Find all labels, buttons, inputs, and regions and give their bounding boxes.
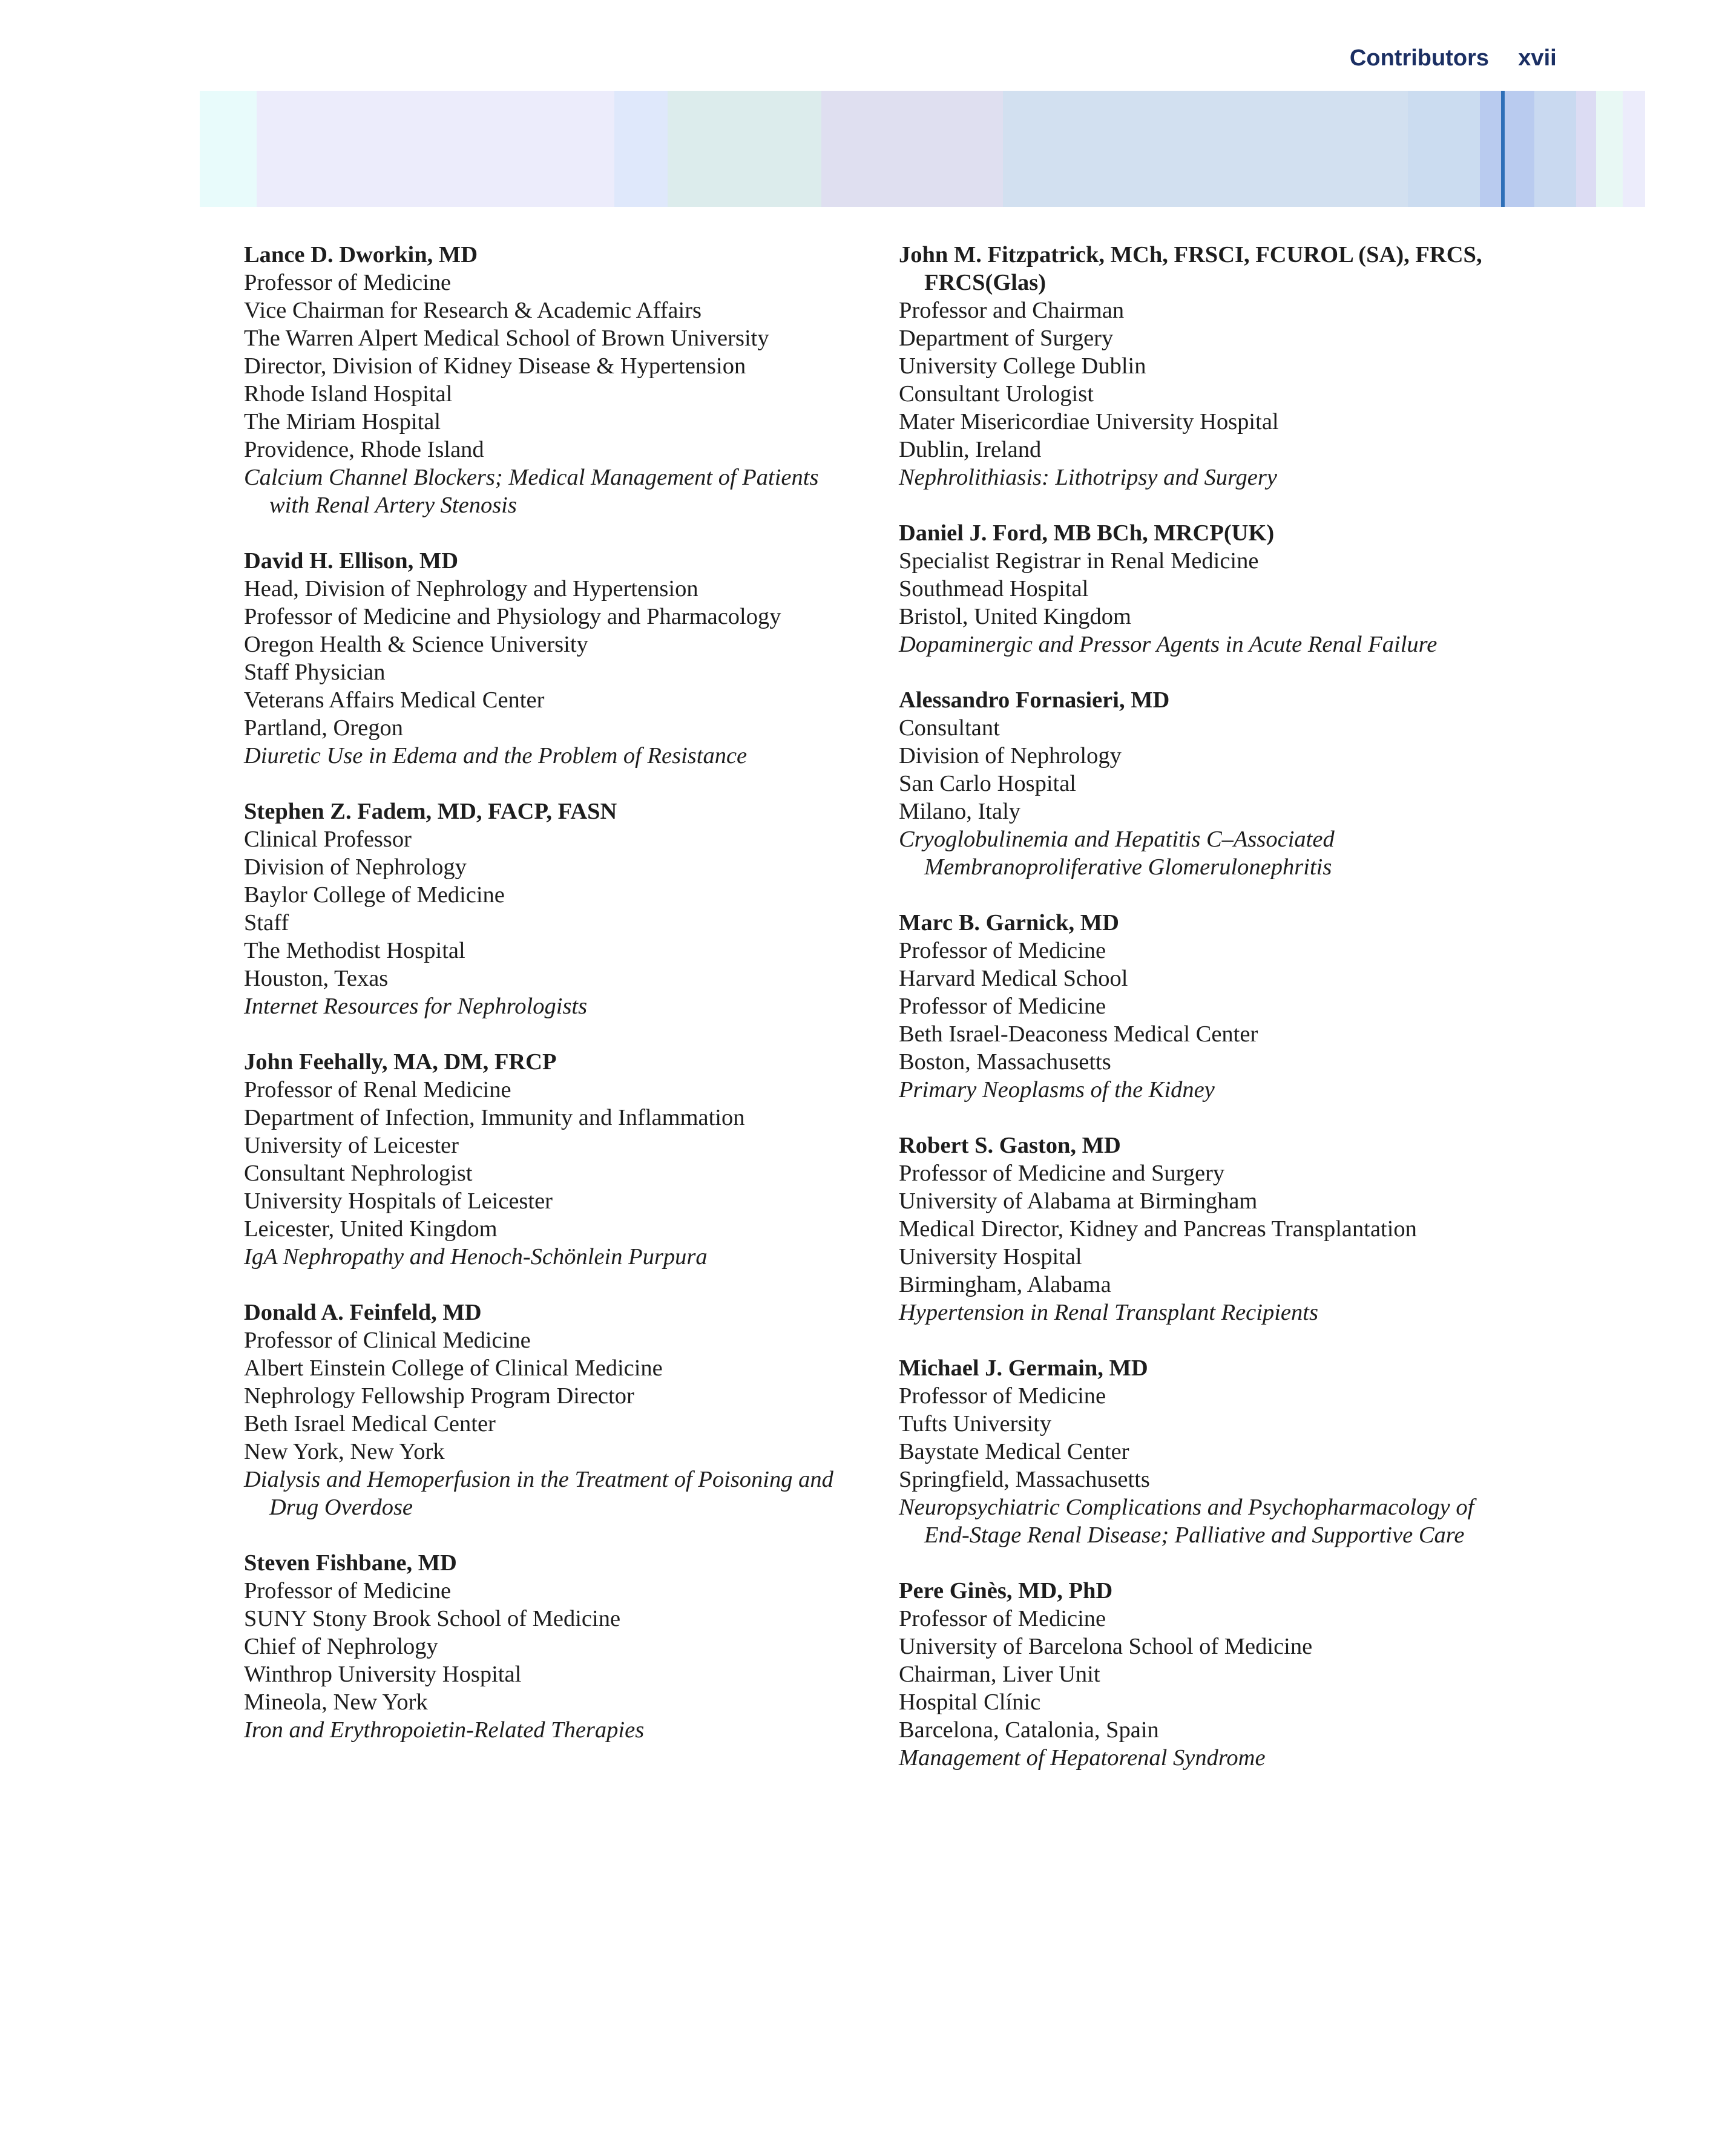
contributor-affiliation: The Warren Alpert Medical School of Brown University [244,326,769,351]
contributor-affiliation: Professor of Medicine [244,1578,452,1604]
contributor-name: Steven Fishbane, MD [244,1550,457,1576]
contributors-column-right [899,241,1528,1800]
contributor-affiliation: Baylor College of Medicine [244,882,505,908]
contributor-affiliation: University of Alabama at Birmingham [899,1188,1258,1214]
contributors-column-left [244,241,873,1772]
contributor-chapter-title: End-Stage Renal Disease; Palliative and Supportive Care [924,1522,1465,1548]
contributor-affiliation: Bristol, United Kingdom [899,604,1131,629]
contributor-affiliation: Professor of Clinical Medicine [244,1328,531,1353]
contributor-affiliation: Professor of Medicine [899,1383,1106,1409]
contributor-affiliation: Albert Einstein College of Clinical Medicine [244,1355,663,1381]
contributor-affiliation: Professor of Medicine and Surgery [899,1161,1225,1186]
contributor-affiliation: Veterans Affairs Medical Center [244,687,545,713]
contributor-chapter-title: Cryoglobulinemia and Hepatitis C–Associated [899,827,1335,852]
section-title: Contributors [1349,45,1489,71]
contributor-affiliation: Providence, Rhode Island [244,437,484,462]
contributor-affiliation: Chairman, Liver Unit [899,1662,1100,1687]
contributor-affiliation: Hospital Clínic [899,1689,1041,1715]
contributor-entry [899,241,1528,491]
contributor-entry [899,909,1528,1104]
band-segment [1576,91,1596,207]
contributor-name: Alessandro Fornasieri, MD [899,687,1170,713]
header-divider-rule [1501,91,1505,207]
contributor-affiliation: Medical Director, Kidney and Pancreas Transplantation [899,1216,1417,1242]
contributor-name: Lance D. Dworkin, MD [244,242,478,267]
contributor-affiliation: University Hospitals of Leicester [244,1188,553,1214]
band-segment [257,91,614,207]
contributor-affiliation: Division of Nephrology [899,743,1122,768]
contributor-affiliation: Milano, Italy [899,799,1021,824]
contributor-affiliation: Mineola, New York [244,1689,428,1715]
contributor-chapter-title: Neuropsychiatric Complications and Psychopharmacology of [899,1495,1474,1520]
contributor-affiliation: Department of Infection, Immunity and Inflammation [244,1105,745,1130]
band-segment [1596,91,1622,207]
contributor-chapter-title: Dialysis and Hemoperfusion in the Treatment of Poisoning and [244,1467,833,1492]
contributor-affiliation: Professor of Medicine [244,270,452,295]
contributor-entry [899,1132,1528,1326]
contributor-affiliation: Partland, Oregon [244,715,404,741]
contributor-affiliation: Baystate Medical Center [899,1439,1129,1464]
contributor-entry [899,1577,1528,1772]
contributor-entry [244,1048,873,1271]
contributor-affiliation: Staff [244,910,289,935]
contributor-affiliation: Beth Israel Medical Center [244,1411,496,1437]
contributor-affiliation: Dublin, Ireland [899,437,1042,462]
contributor-affiliation: SUNY Stony Brook School of Medicine [244,1606,621,1631]
contributor-chapter-title: Management of Hepatorenal Syndrome [899,1745,1266,1771]
band-segment [668,91,821,207]
contributor-affiliation: Springfield, Massachusetts [899,1467,1150,1492]
contributor-affiliation: University College Dublin [899,353,1146,379]
contributor-affiliation: Leicester, United Kingdom [244,1216,498,1242]
contributor-chapter-title: Calcium Channel Blockers; Medical Management of Patients [244,465,819,490]
contributor-affiliation: Professor of Medicine [899,994,1106,1019]
band-segment [1623,91,1645,207]
contributor-affiliation: Barcelona, Catalonia, Spain [899,1717,1159,1743]
contributor-name: Pere Ginès, MD, PhD [899,1578,1113,1604]
contributor-name: Stephen Z. Fadem, MD, FACP, FASN [244,799,617,824]
contributor-chapter-title: Membranoproliferative Glomerulonephritis [924,854,1332,880]
contributor-affiliation: Department of Surgery [899,326,1114,351]
contributor-chapter-title: Primary Neoplasms of the Kidney [899,1077,1215,1103]
contributor-name: Robert S. Gaston, MD [899,1133,1121,1158]
contributor-affiliation: University of Barcelona School of Medicine [899,1634,1313,1659]
contributor-chapter-title: Nephrolithiasis: Lithotripsy and Surgery [899,465,1277,490]
contributor-affiliation: Birmingham, Alabama [899,1272,1111,1297]
contributor-affiliation: The Miriam Hospital [244,409,441,434]
contributor-affiliation: Mater Misericordiae University Hospital [899,409,1279,434]
contributor-name: Daniel J. Ford, MB BCh, MRCP(UK) [899,520,1275,546]
contributor-entry [899,519,1528,658]
contributor-chapter-title: Drug Overdose [269,1495,413,1520]
contributor-affiliation: Director, Division of Kidney Disease & Hypertension [244,353,746,379]
contributor-affiliation: Rhode Island Hospital [244,381,453,407]
contributor-entry [899,686,1528,881]
contributor-affiliation: Winthrop University Hospital [244,1662,522,1687]
contributor-affiliation: University Hospital [899,1244,1082,1270]
band-segment [821,91,1003,207]
contributor-affiliation: Houston, Texas [244,966,389,991]
contributor-affiliation: San Carlo Hospital [899,771,1076,796]
contributor-entry [244,547,873,770]
contributor-affiliation: Oregon Health & Science University [244,632,588,657]
band-segment [200,91,257,207]
contributor-name: FRCS(Glas) [924,270,1046,295]
contributor-affiliation: Consultant [899,715,1000,741]
contributor-affiliation: Southmead Hospital [899,576,1089,601]
contributor-affiliation: University of Leicester [244,1133,459,1158]
contributor-name: David H. Ellison, MD [244,548,459,574]
contributor-chapter-title: IgA Nephropathy and Henoch-Schönlein Purpura [244,1244,708,1270]
contributor-chapter-title: Hypertension in Renal Transplant Recipients [899,1300,1318,1325]
contributor-entry [244,1549,873,1744]
contributor-chapter-title: Internet Resources for Nephrologists [244,994,588,1019]
contributor-entry [899,1354,1528,1549]
contributor-entry [244,1299,873,1521]
contributor-name: Michael J. Germain, MD [899,1355,1148,1381]
contributor-affiliation: Consultant Nephrologist [244,1161,473,1186]
contributor-chapter-title: with Renal Artery Stenosis [269,493,517,518]
contributor-chapter-title: Iron and Erythropoietin-Related Therapies [244,1717,645,1743]
contributor-entry [244,241,873,519]
contributor-name: Marc B. Garnick, MD [899,910,1119,935]
contributor-affiliation: Vice Chairman for Research & Academic Affairs [244,298,702,323]
band-segment [614,91,668,207]
contributor-entry [244,798,873,1020]
contributor-affiliation: Professor of Medicine [899,1606,1106,1631]
contributor-affiliation: Professor of Medicine [899,938,1106,963]
contributor-affiliation: Harvard Medical School [899,966,1128,991]
contributor-affiliation: Professor and Chairman [899,298,1125,323]
page-number: xvii [1518,45,1557,71]
contributor-name: Donald A. Feinfeld, MD [244,1300,482,1325]
contributor-affiliation: Head, Division of Nephrology and Hypertension [244,576,698,601]
contributor-affiliation: Boston, Massachusetts [899,1049,1111,1075]
contributor-affiliation: New York, New York [244,1439,445,1464]
contributor-affiliation: Specialist Registrar in Renal Medicine [899,548,1259,574]
contributor-name: John Feehally, MA, DM, FRCP [244,1049,557,1075]
contributor-affiliation: Staff Physician [244,660,386,685]
contributor-affiliation: Tufts University [899,1411,1052,1437]
contributor-affiliation: Nephrology Fellowship Program Director [244,1383,634,1409]
contributor-affiliation: Consultant Urologist [899,381,1094,407]
contributor-name: John M. Fitzpatrick, MCh, FRSCI, FCUROL (SA), FRCS, [899,242,1482,267]
contributor-affiliation: The Methodist Hospital [244,938,465,963]
contributor-affiliation: Chief of Nephrology [244,1634,438,1659]
contributor-chapter-title: Dopaminergic and Pressor Agents in Acute Renal Failure [899,632,1438,657]
contributor-affiliation: Professor of Renal Medicine [244,1077,511,1103]
contributor-chapter-title: Diuretic Use in Edema and the Problem of Resistance [244,743,748,768]
contributor-affiliation: Division of Nephrology [244,854,467,880]
contributor-affiliation: Professor of Medicine and Physiology and Pharmacology [244,604,781,629]
contributor-affiliation: Clinical Professor [244,827,412,852]
contributor-affiliation: Beth Israel-Deaconess Medical Center [899,1021,1258,1047]
